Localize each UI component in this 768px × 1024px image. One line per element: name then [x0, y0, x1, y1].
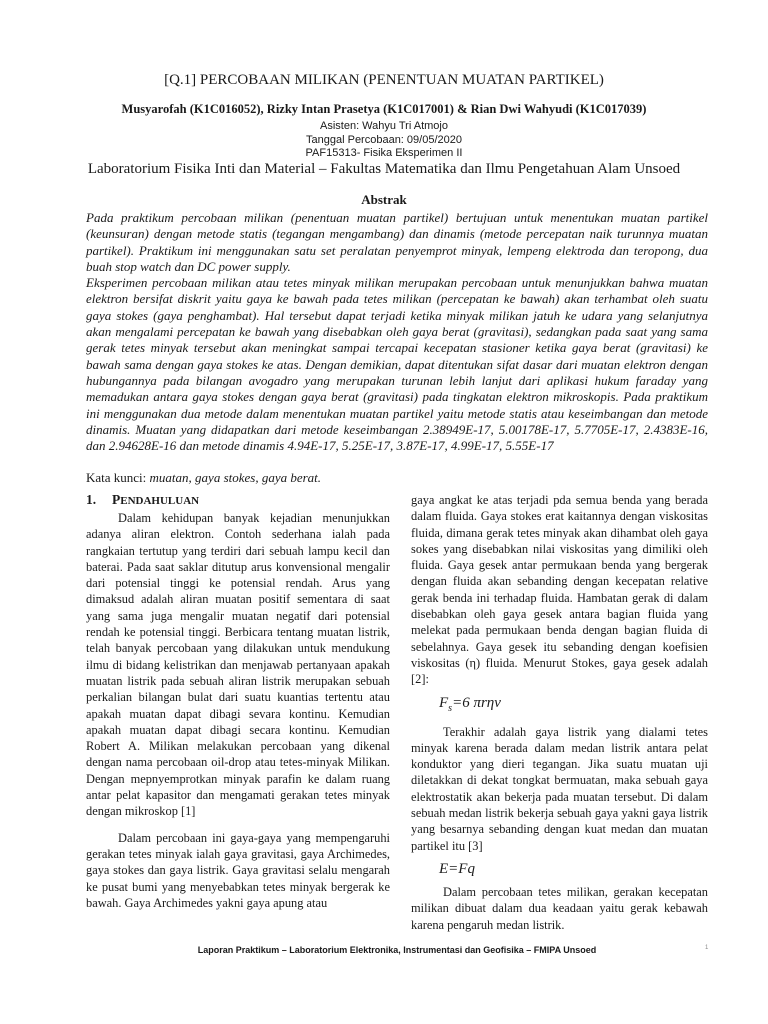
left-column — [86, 510, 390, 911]
page-number: 1 — [705, 945, 709, 951]
author-list: Musyarofah (K1C016052), Rizky Intan Prasetya (K1C017001) & Rian Dwi Wahyudi (K1C017039) — [121, 102, 647, 116]
equation-subscript: s — [448, 702, 453, 714]
keywords — [86, 469, 708, 486]
section-number: 1. — [86, 492, 97, 507]
body-paragraph: Terakhir adalah gaya listrik yang dialami tetes minyak karena berada dalam medan listrik antara pelat konduktor yang dieri tegangan. Jika suatu muatan uji diletakkan di dekat tongkat bermuatan, maka sebuah gaya elektrostatik akan bekerja pada muatan tersebut. Di dalam sebuah medan listrik bekerja sebuah gaya yakni gaya listrik yang besarnya sebanding dengan kuat medan dan muatan partikel itu [3] — [411, 724, 708, 853]
body-paragraph: Dalam kehidupan banyak kejadian menunjukkan adanya aliran elektron. Contoh sederhana ialah pada rangkaian tertutup yang terdiri dari sebuah lampu kecil dan baterai. Pada saat saklar ditutup arus konvensional mengalir dari potensial tinggi ke potensial rendah. Arus yang dimaksud adalah aliran muatan positif sementara di saat yang sama juga mengalir muatan negatif dari potensial rendah ke potensial tinggi. Berbicara tentang muatan listrik, telah banyak percobaan yang dilakukan untuk mendukung ilmu di bidang kelistrikan dan menjawab pertanyaan apakah muatan listrik pada sebuah aliran listrik merupakan sebuah perkalian bilangan bulat dari suatu kuantias tertentu atau apakah muatan dapat dibagi sevara kontinu. Kemudian apakah muatan dapat dibagi secara kontinu. Kemudian Robert A. Milikan melakukan percobaan yang dikenal dengan nama percobaan oil-drop atau tetes-minyak Milikan. Dengan mepnyemprotkan minyak parafin ke dalam ruang antar pelat kapasitor dan mengamati gerakan tetes minyak dengan mikroskop [1] — [86, 511, 390, 819]
abstract-heading: Abstrak — [361, 192, 407, 207]
body-paragraph: Dalam percobaan ini gaya-gaya yang mempengaruhi gerakan tetes minyak ialah gaya gravitasi, gaya Archimedes, gaya stokes dan gaya listrik. Gaya gravitasi selalu mengarah ke pusat bumi yang menyebabkan tetes minyak bergerak ke bawah. Gaya Archimedes yakni gaya apung atau — [86, 830, 390, 910]
keywords-label: Kata kunci: — [86, 470, 150, 485]
stokes-equation — [439, 692, 708, 720]
abstract-body — [86, 210, 708, 454]
electric-force-equation: E=Fq — [439, 860, 475, 877]
keywords-terms: muatan, gaya stokes, gaya berat. — [149, 470, 322, 485]
abstract-paragraph: Pada praktikum percobaan milikan (penentuan muatan partikel) bertujuan untuk menentukan muatan partikel (keunsuran) dengan metode statis (tegangan mengambang) dan dinamis (metode percepatan naik turunnya muatan partikel). Praktikum ini menggunakan satu set peralatan penyemprot minyak, lempeng elektroda dan teropong, dua buah stop watch dan DC power supply. — [86, 210, 708, 274]
assistant-line: Asisten: Wahyu Tri Atmojo — [320, 120, 448, 132]
course-code: PAF15313- Fisika Eksperimen II — [305, 147, 463, 159]
right-column — [411, 492, 708, 933]
body-paragraph: Dalam percobaan tetes milikan, gerakan kecepatan milikan dibuat dalam dua keadaan yaitu gerak kebawah karena pengaruh medan listrik. — [411, 884, 708, 932]
section-heading — [86, 491, 390, 510]
section-title-rest: ENDAHULUAN — [120, 495, 200, 507]
experiment-date: Tanggal Percobaan: 09/05/2020 — [306, 134, 462, 146]
equation-lhs: F — [439, 694, 449, 711]
body-paragraph: gaya angkat ke atas terjadi pda semua benda yang berada dalam fluida. Gaya stokes erat kaitannya dengan viskositas fluida, dimana gerak tetes minyak akan dihambat oleh gaya sokes yang disebabkan nilai viskositas yang dimiliki oleh fluida. Gaya gesek antar permukaan benda yang bergerak dengan fluida akan sebanding dengan kecepatan relative gerak benda ini terhadap fluida. Hambatan gerak di dalam disebabkan oleh gaya gesek antara bagian fluida yang melekat pada permukaan benda dengan bagian fluida di sebelahnya. Gaya gesek itu sebanding dengan koefisien viskositas (η) fluida. Menurut Stokes, gaya gesek adalah [2]: — [411, 493, 708, 687]
abstract-paragraph: Eksperimen percobaan milikan atau tetes minyak milikan merupakan percobaan untuk menunjukkan bahwa muatan elektron bersifat diskrit yaitu gaya ke bawah pada tetes milikan (percepatan ke bawah) akan terhambat oleh suatu gaya stokes (gaya penghambat). Hal tersebut dapat terjadi ketika minyak milikan jatuh ke udara yang selanjutnya akan mengalami percepatan ke bawah yang disebabkan oleh gaya berat (gravitasi), sedangkan pada saat yang sama gerak tetes minyak tersebut akan meningkat sampai tercapai kecepatan stasioner ketika gaya berat (gravitasi) ke bawah sama dengan gaya stokes ke atas. Dengan demikian, dapat ditentukan sifat dasar dari muatan elektron dengan hubungannya pada bilangan avogadro yang merupakan turunan lebih lanjut dari aplikasi hukum faraday yang memadukan antara gaya stokes dengan gaya berat (gravitasi) pada tingkatan elektron mikroskopis. Pada praktikum ini menggunakan dua metode dalam menentukan muatan partikel yaitu metode statis atau keseimbangan dan metode dinamis. Muatan yang didapatkan dari metode keseimbangan 2.38949E-17, 5.00178E-17, 5.7705E-17, 2.4383E-16, dan 2.94628E-16 dan metode dinamis 4.94E-17, 5.25E-17, 3.87E-17, 4.99E-17, 5.55E-17 — [86, 275, 708, 454]
equation-rhs: =6 πrηv — [452, 694, 501, 711]
section-title-initial: P — [112, 492, 121, 507]
page-footer: Laporan Praktikum – Laboratorium Elektronika, Instrumentasi dan Geofisika – FMIPA Unsoed — [197, 945, 597, 955]
affiliation: Laboratorium Fisika Inti dan Material – Fakultas Matematika dan Ilmu Pengetahuan Alam Unsoed — [87, 161, 681, 177]
paper-title: [Q.1] PERCOBAAN MILIKAN (PENENTUAN MUATAN PARTIKEL) — [164, 72, 604, 88]
